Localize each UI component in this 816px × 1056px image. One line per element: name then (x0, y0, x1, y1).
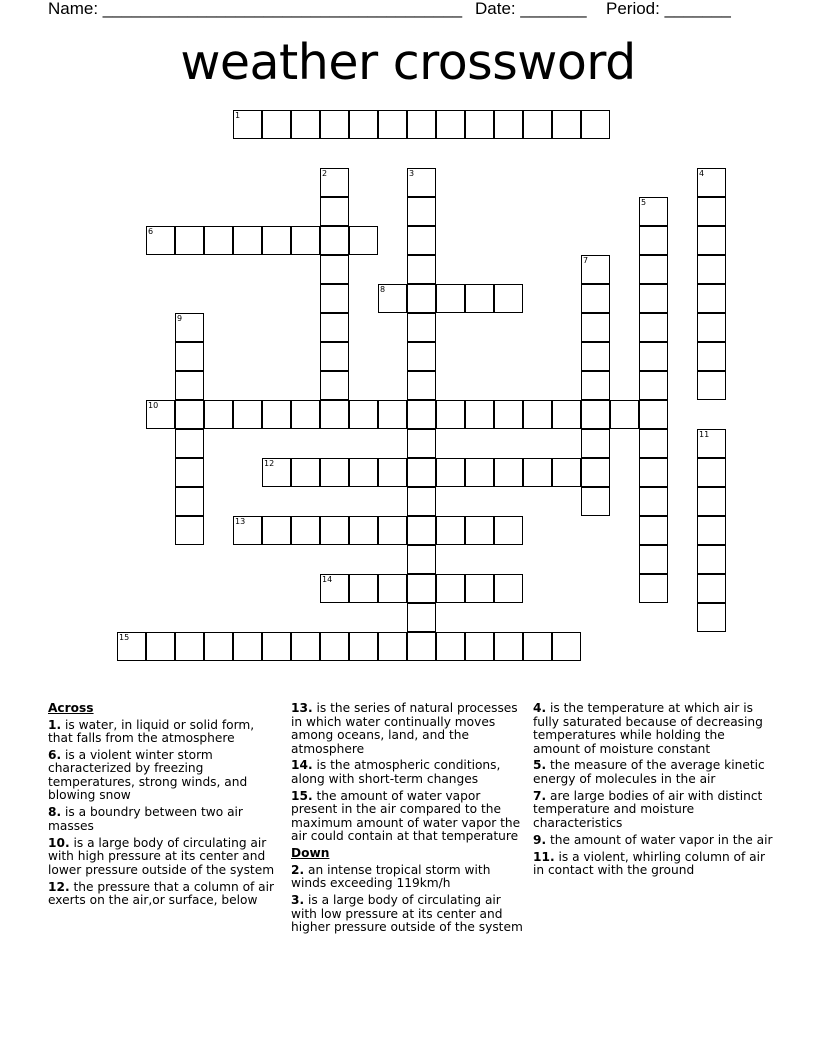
grid-cell[interactable] (378, 400, 407, 429)
clue-number: 1. (48, 717, 62, 732)
clue-number: 15. (291, 788, 313, 803)
grid-cell[interactable] (320, 284, 349, 313)
clue-number: 13. (291, 701, 313, 715)
grid-cell[interactable] (291, 516, 320, 545)
clue-text: is a large body of circulating air with high pressure at its center and lower pressure outside of the system (48, 835, 275, 877)
grid-cell[interactable] (465, 458, 494, 487)
grid-cell[interactable] (204, 400, 233, 429)
grid-cell[interactable] (407, 197, 436, 226)
grid-cell[interactable] (465, 632, 494, 661)
grid-cell[interactable] (320, 226, 349, 255)
cell-number: 10 (148, 401, 159, 410)
grid-cell[interactable] (581, 458, 610, 487)
grid-cell[interactable] (465, 574, 494, 603)
grid-cell[interactable] (349, 516, 378, 545)
grid-cell[interactable] (291, 458, 320, 487)
grid-cell[interactable] (407, 371, 436, 400)
grid-cell[interactable] (639, 458, 668, 487)
grid-cell[interactable] (494, 110, 523, 139)
clue-text: is the temperature at which air is fully saturated because of decreasing temperatures while holding the amount of moisture constant (533, 701, 763, 756)
clue-text: the pressure that a column of air exerts on the air,or surface, below (48, 879, 275, 908)
grid-cell[interactable] (697, 197, 726, 226)
grid-cell[interactable] (697, 545, 726, 574)
grid-cell[interactable] (320, 458, 349, 487)
date-field-label[interactable]: Date: _______ (475, 0, 587, 18)
cell-number: 9 (177, 314, 183, 323)
down-heading: Down (291, 846, 330, 861)
cell-number: 14 (322, 575, 333, 584)
grid-cell[interactable] (320, 516, 349, 545)
clue-across-8 (48, 806, 282, 833)
grid-cell[interactable] (175, 632, 204, 661)
grid-cell[interactable] (378, 574, 407, 603)
grid-cell[interactable] (233, 226, 262, 255)
grid-cell[interactable] (639, 371, 668, 400)
clues-column-1 (48, 702, 282, 911)
grid-cell[interactable] (581, 313, 610, 342)
clue-across-1 (48, 719, 282, 746)
clue-text: is water, in liquid or solid form, that falls from the atmosphere (48, 717, 255, 745)
grid-cell[interactable] (407, 226, 436, 255)
grid-cell[interactable] (639, 545, 668, 574)
grid-cell[interactable] (175, 429, 204, 458)
cell-number: 6 (148, 227, 154, 236)
cell-number: 8 (380, 285, 386, 294)
grid-cell[interactable] (639, 313, 668, 342)
grid-cell[interactable] (320, 255, 349, 284)
grid-cell[interactable] (494, 458, 523, 487)
clue-down-11 (533, 851, 773, 878)
clue-down-4 (533, 702, 773, 756)
clue-text: an intense tropical storm with winds exceeding 119km/h (291, 862, 491, 891)
grid-cell[interactable] (320, 632, 349, 661)
grid-cell[interactable] (291, 400, 320, 429)
grid-cell[interactable] (349, 110, 378, 139)
clue-number: 9. (533, 832, 547, 847)
grid-cell[interactable] (639, 342, 668, 371)
grid-cell[interactable] (146, 632, 175, 661)
grid-cell[interactable] (407, 313, 436, 342)
clue-text: is a violent winter storm characterized by freezing temperatures, strong winds, and blowing snow (48, 747, 248, 803)
page-title: weather crossword (180, 34, 636, 91)
grid-cell[interactable] (581, 429, 610, 458)
clue-text: is a boundry between two air masses (48, 805, 243, 833)
grid-cell[interactable] (465, 110, 494, 139)
grid-cell[interactable] (465, 284, 494, 313)
period-field-label[interactable]: Period: _______ (606, 0, 731, 18)
clues-column-3 (533, 702, 773, 881)
grid-cell[interactable] (407, 110, 436, 139)
grid-cell[interactable] (639, 429, 668, 458)
grid-cell[interactable] (465, 400, 494, 429)
grid-cell[interactable] (262, 226, 291, 255)
grid-cell[interactable] (407, 342, 436, 371)
clue-text: is the atmospheric conditions, along with short-term changes (291, 758, 501, 786)
grid-cell[interactable] (697, 458, 726, 487)
cell-number: 13 (235, 517, 246, 526)
grid-cell[interactable] (697, 313, 726, 342)
grid-cell[interactable] (378, 516, 407, 545)
grid-cell[interactable] (204, 632, 233, 661)
clue-down-7 (533, 790, 773, 831)
grid-cell[interactable] (552, 110, 581, 139)
grid-cell[interactable] (262, 632, 291, 661)
grid-cell[interactable] (639, 487, 668, 516)
grid-cell[interactable] (407, 487, 436, 516)
grid-cell[interactable] (349, 226, 378, 255)
clue-number: 12. (48, 879, 70, 894)
grid-cell[interactable] (639, 284, 668, 313)
grid-cell[interactable] (639, 226, 668, 255)
grid-cell[interactable] (233, 632, 262, 661)
grid-cell[interactable] (291, 226, 320, 255)
grid-cell[interactable] (407, 284, 436, 313)
cell-number: 7 (583, 256, 589, 265)
clue-down-9 (533, 834, 773, 848)
grid-cell[interactable] (349, 458, 378, 487)
clue-text: the amount of water vapor in the air (550, 832, 773, 847)
grid-cell[interactable] (204, 226, 233, 255)
clue-down-3 (291, 894, 527, 935)
grid-cell[interactable] (175, 516, 204, 545)
clue-across-14 (291, 759, 527, 786)
grid-cell[interactable] (436, 574, 465, 603)
grid-cell[interactable] (407, 574, 436, 603)
grid-cell[interactable] (697, 255, 726, 284)
clue-number: 8. (48, 805, 62, 820)
clue-across-6 (48, 749, 282, 803)
clue-text: the measure of the average kinetic energy of molecules in the air (533, 758, 765, 786)
clue-across-12 (48, 881, 282, 908)
grid-cell[interactable] (697, 226, 726, 255)
grid-cell[interactable] (581, 342, 610, 371)
clue-number: 7. (533, 788, 547, 803)
grid-cell[interactable] (407, 603, 436, 632)
grid-cell[interactable] (378, 632, 407, 661)
clue-number: 11. (533, 849, 555, 864)
cell-number: 1 (235, 111, 241, 120)
grid-cell[interactable] (523, 632, 552, 661)
grid-cell[interactable] (291, 632, 320, 661)
clue-number: 14. (291, 758, 313, 773)
grid-cell[interactable] (581, 487, 610, 516)
grid-cell[interactable] (407, 545, 436, 574)
grid-cell[interactable] (697, 342, 726, 371)
grid-cell[interactable] (320, 110, 349, 139)
clue-text: are large bodies of air with distinct temperature and moisture characteristics (533, 788, 763, 830)
grid-cell[interactable] (407, 400, 436, 429)
grid-cell[interactable] (349, 632, 378, 661)
grid-cell[interactable] (639, 574, 668, 603)
grid-cell[interactable] (407, 429, 436, 458)
grid-cell[interactable] (552, 400, 581, 429)
grid-cell[interactable] (320, 371, 349, 400)
grid-cell[interactable] (407, 516, 436, 545)
grid-cell[interactable] (494, 574, 523, 603)
clue-text: the amount of water vapor present in the air compared to the maximum amount of water vapor the air could contain at that temperature (291, 788, 521, 844)
clue-number: 3. (291, 893, 305, 908)
clue-number: 4. (533, 701, 547, 715)
grid-cell[interactable] (436, 632, 465, 661)
clue-number: 2. (291, 862, 305, 877)
grid-cell[interactable] (436, 400, 465, 429)
grid-cell[interactable] (465, 516, 494, 545)
grid-cell[interactable] (407, 255, 436, 284)
grid-cell[interactable] (320, 313, 349, 342)
clue-text: is a violent, whirling column of air in contact with the ground (533, 849, 766, 878)
clue-down-2 (291, 864, 527, 891)
grid-cell[interactable] (407, 632, 436, 661)
cell-number: 4 (699, 169, 705, 178)
grid-cell[interactable] (175, 458, 204, 487)
grid-cell[interactable] (494, 516, 523, 545)
grid-cell[interactable] (436, 458, 465, 487)
clue-text: is a large body of circulating air with low pressure at its center and higher pressure outside of the system (291, 893, 523, 935)
grid-cell[interactable] (436, 284, 465, 313)
clues-column-2 (291, 702, 527, 938)
grid-cell[interactable] (697, 284, 726, 313)
clue-number: 10. (48, 835, 70, 850)
grid-cell[interactable] (552, 632, 581, 661)
grid-cell[interactable] (639, 516, 668, 545)
grid-cell[interactable] (494, 400, 523, 429)
grid-cell[interactable] (523, 400, 552, 429)
clue-number: 5. (533, 758, 547, 773)
grid-cell[interactable] (581, 400, 610, 429)
grid-cell[interactable] (436, 110, 465, 139)
grid-cell[interactable] (291, 110, 320, 139)
cell-number: 12 (264, 459, 275, 468)
cell-number: 2 (322, 169, 328, 178)
grid-cell[interactable] (494, 632, 523, 661)
grid-cell[interactable] (349, 400, 378, 429)
grid-cell[interactable] (378, 110, 407, 139)
grid-cell[interactable] (639, 400, 668, 429)
clue-across-13 (291, 702, 527, 756)
grid-cell[interactable] (523, 458, 552, 487)
grid-cell[interactable] (262, 400, 291, 429)
grid-cell[interactable] (494, 284, 523, 313)
across-heading: Across (48, 701, 94, 715)
grid-cell[interactable] (407, 458, 436, 487)
grid-cell[interactable] (262, 110, 291, 139)
grid-cell[interactable] (175, 400, 204, 429)
grid-cell[interactable] (175, 487, 204, 516)
name-field-label[interactable]: Name: ______________________________________ (48, 0, 463, 18)
grid-cell[interactable] (262, 516, 291, 545)
cell-number: 11 (699, 430, 710, 439)
grid-cell[interactable] (697, 487, 726, 516)
grid-cell[interactable] (378, 458, 407, 487)
grid-cell[interactable] (436, 516, 465, 545)
clue-number: 6. (48, 747, 62, 762)
grid-cell[interactable] (175, 342, 204, 371)
clue-across-15 (291, 790, 527, 844)
grid-cell[interactable] (697, 516, 726, 545)
grid-cell[interactable] (349, 574, 378, 603)
clue-across-10 (48, 837, 282, 878)
grid-cell[interactable] (523, 110, 552, 139)
grid-cell[interactable] (581, 110, 610, 139)
grid-cell[interactable] (639, 255, 668, 284)
grid-cell[interactable] (581, 371, 610, 400)
grid-cell[interactable] (581, 284, 610, 313)
grid-cell[interactable] (175, 371, 204, 400)
cell-number: 5 (641, 198, 647, 207)
grid-cell[interactable] (697, 574, 726, 603)
clue-down-5 (533, 759, 773, 786)
grid-cell[interactable] (320, 400, 349, 429)
grid-cell[interactable] (552, 458, 581, 487)
grid-cell[interactable] (320, 342, 349, 371)
clue-text: is the series of natural processes in which water continually moves among oceans, land, and the atmosphere (291, 701, 518, 756)
grid-cell[interactable] (175, 226, 204, 255)
grid-cell[interactable] (610, 400, 639, 429)
grid-cell[interactable] (233, 400, 262, 429)
cell-number: 3 (409, 169, 415, 178)
grid-cell[interactable] (320, 197, 349, 226)
grid-cell[interactable] (697, 371, 726, 400)
cell-number: 15 (119, 633, 130, 642)
grid-cell[interactable] (697, 603, 726, 632)
